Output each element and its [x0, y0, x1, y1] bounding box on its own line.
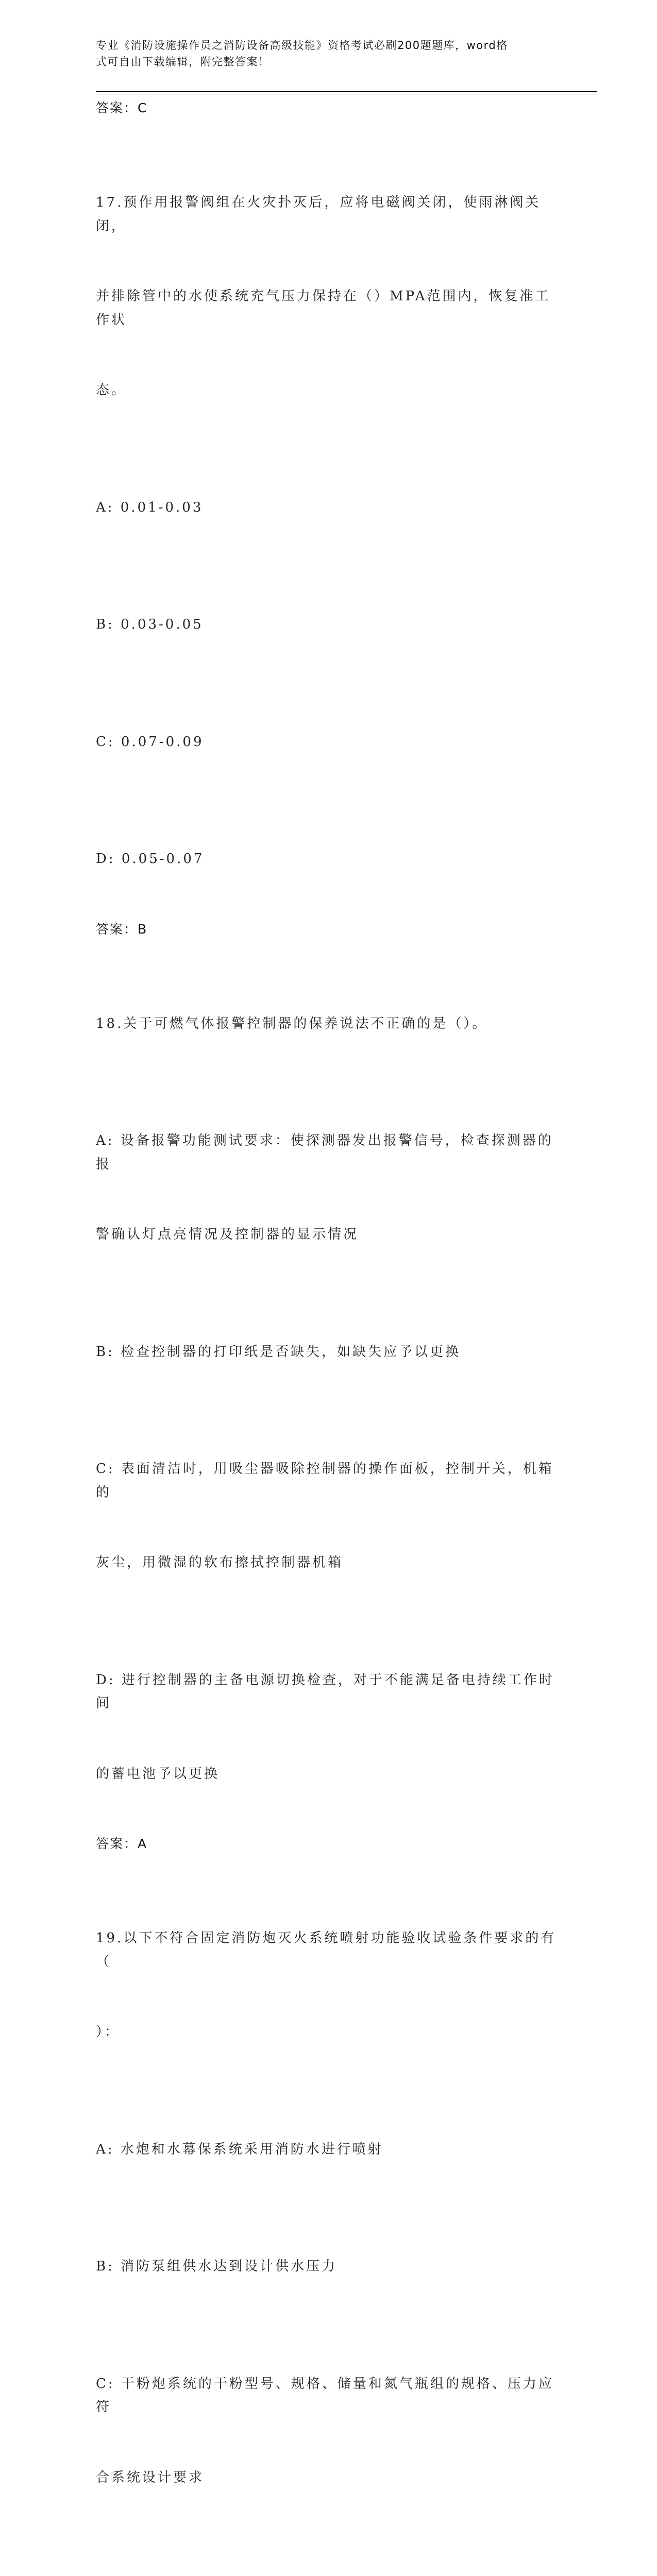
option-text: 的蓄电池予以更换: [96, 1766, 220, 1782]
page-content: [96, 97, 560, 2576]
question-text-line: 17.预作用报警阀组在火灾扑灭后，应将电磁阀关闭，使雨淋阀关闭，: [96, 195, 541, 234]
option-text: A: 0.01-0.03: [96, 499, 204, 515]
question-19: [96, 1880, 560, 2576]
answer: 答案：A: [96, 1836, 148, 1851]
header-line-2: 式可自由下载编辑，附完整答案！: [96, 56, 270, 68]
option-c: [96, 2326, 560, 2537]
question-text-line: 并排除管中的水使系统充气压力保持在（）MPA范围内，恢复准工作状: [96, 289, 551, 328]
option-text: B: 0.03-0.05: [96, 617, 204, 632]
question-text-line: 态。: [96, 382, 127, 398]
question-text: [96, 144, 560, 449]
option-b: [96, 2208, 560, 2326]
document-header: [96, 37, 554, 70]
question-text-line: 18.关于可燃气体报警控制器的保养说法不正确的是（）。: [96, 1015, 488, 1031]
option-text: 灰尘，用微湿的软布擦拭控制器机箱: [96, 1555, 344, 1570]
question-text: [96, 965, 560, 1083]
question-text-line: ）：: [96, 2024, 121, 2040]
previous-answer: 答案：C: [96, 100, 148, 115]
option-b: [96, 566, 560, 684]
question-17: [96, 144, 560, 941]
option-text: C: 表面清洁时，用吸尘器吸除控制器的操作面板，控制开关，机箱的: [96, 1461, 554, 1500]
option-c: [96, 684, 560, 801]
option-c: [96, 1411, 560, 1622]
option-d: [96, 1622, 560, 1833]
option-a: [96, 2091, 560, 2209]
option-a: [96, 449, 560, 567]
option-text: B: 消防泵组供水达到设计供水压力: [96, 2259, 338, 2274]
option-a: [96, 1082, 560, 1294]
question-text-line: 19.以下不符合固定消防炮灭火系统喷射功能验收试验条件要求的有（: [96, 1930, 557, 1970]
question-18: [96, 965, 560, 1856]
header-line-1: 专业《消防设施操作员之消防设备高级技能》资格考试必刷200题题库，word格: [96, 39, 508, 52]
option-d: [96, 2536, 560, 2576]
header-divider-thick: [96, 91, 597, 92]
option-text: D: 进行控制器的主备电源切换检查，对于不能满足备电持续工作时间: [96, 1672, 554, 1711]
option-text: A: 水炮和水幕保系统采用消防水进行喷射: [96, 2141, 383, 2157]
option-text: B: 检查控制器的打印纸是否缺失，如缺失应予以更换: [96, 1344, 461, 1360]
option-b: [96, 1294, 560, 1411]
option-text: A: 设备报警功能测试要求：使探测器发出报警信号，检查探测器的报: [96, 1133, 553, 1172]
answer: 答案：B: [96, 921, 148, 937]
option-text: C: 0.07-0.09: [96, 734, 204, 750]
option-text: 合系统设计要求: [96, 2469, 205, 2485]
question-text: [96, 1880, 560, 2091]
option-d: [96, 801, 560, 918]
option-text: 警确认灯点亮情况及控制器的显示情况: [96, 1227, 359, 1242]
option-text: D: 0.05-0.07: [96, 851, 205, 867]
option-text: C: 干粉炮系统的干粉型号、规格、储量和氮气瓶组的规格、压力应符: [96, 2376, 554, 2415]
